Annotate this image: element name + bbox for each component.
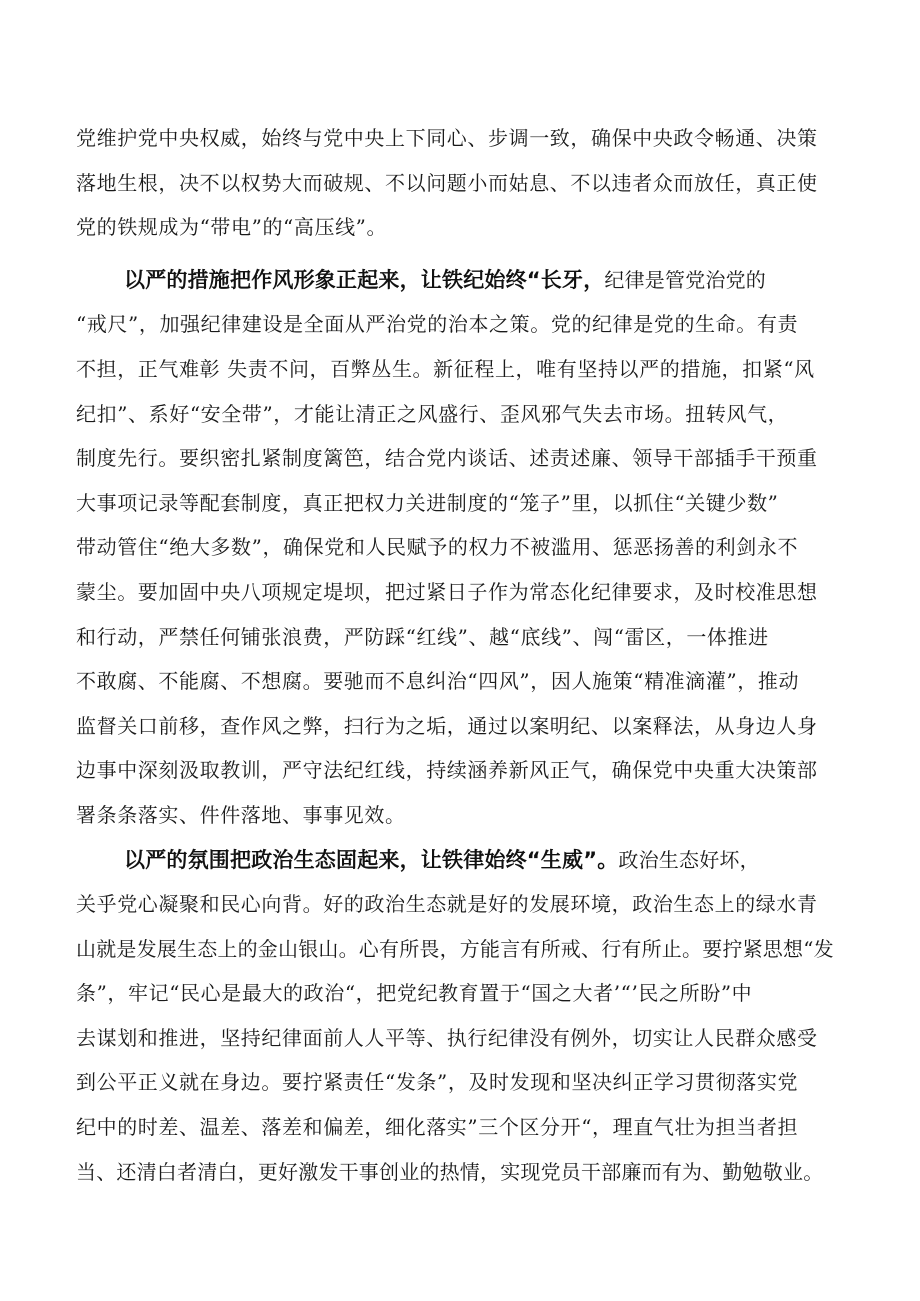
paragraph-2	[76, 258, 856, 838]
paragraph-line: 关乎党心凝聚和民心向背。好的政治生态就是好的发展环境，政治生态上的绿水青	[76, 892, 818, 917]
paragraph-1	[76, 116, 856, 250]
paragraph-line: 监督关口前移，查作风之弊，扫行为之垢，通过以案明纪、以案释法，从身边人身	[76, 713, 818, 738]
paragraph-text: 纪律是管党治党的	[604, 267, 767, 292]
paragraph-line: 蒙尘。要加固中央八项规定堤坝，把过紧日子作为常态化纪律要求，及时校准思想	[76, 579, 818, 604]
paragraph-line: 大事项记录等配套制度，真正把权力关进制度的“笼子”里，以抓住“关键少数”	[76, 490, 779, 515]
paragraph-first-line	[76, 258, 856, 303]
paragraph-3	[76, 838, 856, 1195]
paragraph-text: 政治生态好坏，	[618, 847, 760, 872]
paragraph-line: 党维护党中央权威，始终与党中央上下同心、步调一致，确保中央政令畅通、决策	[76, 126, 818, 150]
paragraph-line: 去谋划和推进，坚持纪律面前人人平等、执行纪律没有例外，切实让人民群众感受	[76, 1025, 818, 1050]
paragraph-line: 不担，正气难彰 失责不问，百弊丛生。新征程上，唯有坚持以严的措施，扣紧“风	[76, 356, 815, 381]
paragraph-line: 制度先行。要织密扎紧制度篱笆，结合党内谈话、述责述廉、领导干部插手干预重	[76, 446, 818, 471]
paragraph-line: 带动管住“绝大多数”，确保党和人民赋予的权力不被滥用、惩恶扬善的利剑永不	[76, 535, 799, 560]
paragraph-line: 条”，牢记“民心是最大的政治“，把党纪教育置于“国之大者’“’民之所盼”中	[76, 981, 753, 1006]
section-heading: 以严的氛围把政治生态固起来，让铁律始终“生威”。	[124, 847, 619, 872]
paragraph-line: 纪扣”、系好“安全带”，才能让清正之风盛行、歪风邪气失去市场。扭转风气，	[76, 401, 789, 426]
paragraph-line: 山就是发展生态上的金山银山。心有所畏，方能言有所戒、行有所止。要拧紧思想“发	[76, 936, 834, 961]
paragraph-line: 和行动，严禁任何铺张浪费，严防踩“红线”、越“底线”、闯“雷区，一体推进	[76, 624, 769, 649]
section-heading: 以严的措施把作风形象正起来，让铁纪始终“长牙，	[124, 267, 605, 292]
paragraph-line: 边事中深刻汲取教训，严守法纪红线，持续涵养新风正气，确保党中央重大决策部	[76, 758, 818, 783]
paragraph-line: 党的铁规成为“带电”的“高压线”。	[76, 215, 388, 240]
paragraph-line: 到公平正义就在身边。要拧紧责任“发条”，及时发现和坚决纠正学习贯彻落实党	[76, 1070, 799, 1095]
paragraph-line: 落地生根，决不以权势大而破规、不以问题小而姑息、不以违者众而放任，真正使	[76, 170, 818, 195]
paragraph-line: 纪中的时差、温差、落差和偏差，细化落实”三个区分开“，理直气壮为担当者担	[76, 1115, 799, 1140]
paragraph-line: 当、还清白者清白，更好激发干事创业的热情，实现党员干部廉而有为、勤勉敬业。	[76, 1159, 824, 1184]
document-body	[76, 116, 856, 1194]
paragraph-line: 署条条落实、件件落地、事事见效。	[76, 802, 406, 827]
paragraph-line: 不敢腐、不能腐、不想腐。要驰而不息纠治“四风”，因人施策“精准滴灌”，推动	[76, 669, 800, 694]
paragraph-line: “戒尺”，加强纪律建设是全面从严治党的治本之策。党的纪律是党的生命。有责	[76, 312, 799, 337]
paragraph-first-line	[76, 838, 856, 883]
